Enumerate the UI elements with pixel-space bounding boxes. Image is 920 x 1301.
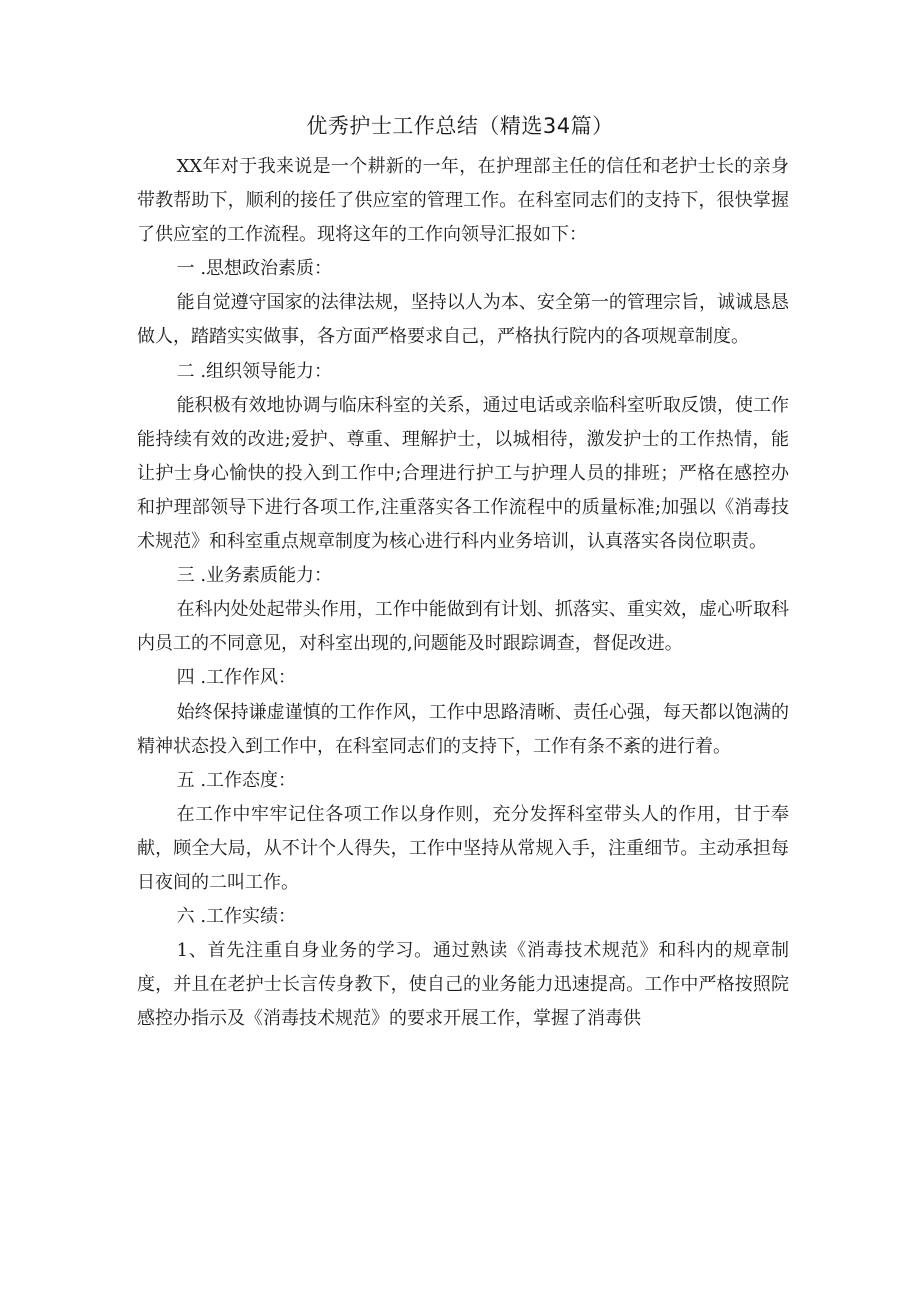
section-body-leadership: 能积极有效地协调与临床科室的关系，通过电话或亲临科室听取反馈，使工作能持续有效的改进;爱护、尊重、理解护士，以城相待，激发护士的工作热情，能让护士身心愉快的投入到工作中;合理进行护工与护理人员的排班；严格在感控办和护理部领导下进行各项工作,注重落实各工作流程中的质量标准;加强以《消毒技术规范》和科室重点规章制度为核心进行科内业务培训，认真落实各岗位职责。	[137, 394, 789, 553]
section-heading-political: 一 .思想政治素质：	[176, 258, 333, 280]
intro-paragraph: XX年对于我来说是一个耕新的一年，在护理部主任的信任和老护士长的亲身带教帮助下，顺利的接任了供应室的管理工作。在科室同志们的支持下，很快掌握了供应室的工作流程。现将这年的工作向领导汇报如下：	[137, 156, 789, 246]
document-title: 优秀护士工作总结（精选34篇）	[306, 114, 614, 138]
section-heading-achievements: 六 .工作实绩：	[176, 906, 297, 928]
section-heading-attitude: 五 .工作态度：	[176, 769, 297, 791]
section-body-achievements: 1、首先注重自身业务的学习。通过熟读《消毒技术规范》和科内的规章制度，并且在老护士长言传身教下，使自己的业务能力迅速提高。工作中严格按照院感控办指示及《消毒技术规范》的要求开展工作，掌握了消毒供	[137, 940, 789, 1030]
section-body-professional: 在科内处处起带头作用，工作中能做到有计划、抓落实、重实效，虚心听取科内员工的不同意见，对科室出现的,问题能及时跟踪调查，督促改进。	[137, 599, 789, 655]
section-body-work-style: 始终保持谦虚谨慎的工作作风，工作中思路清晰、责任心强，每天都以饱满的精神状态投入到工作中，在科室同志们的支持下，工作有条不紊的进行着。	[137, 701, 789, 757]
section-heading-work-style: 四 .工作作风：	[176, 667, 297, 689]
document-body	[137, 150, 789, 1036]
section-heading-leadership: 二 .组织领导能力：	[176, 360, 333, 382]
section-body-attitude: 在工作中牢牢记住各项工作以身作则，充分发挥科室带头人的作用，甘于奉献，顾全大局，从不计个人得失，工作中坚持从常规入手，注重细节。主动承担每日夜间的二叫工作。	[137, 803, 789, 893]
section-body-political: 能自觉遵守国家的法律法规，坚持以人为本、安全第一的管理宗旨，诚诚恳恳做人，踏踏实实做事，各方面严格要求自己，严格执行院内的各项规章制度。	[137, 292, 789, 348]
section-heading-professional: 三 .业务素质能力：	[176, 565, 333, 587]
